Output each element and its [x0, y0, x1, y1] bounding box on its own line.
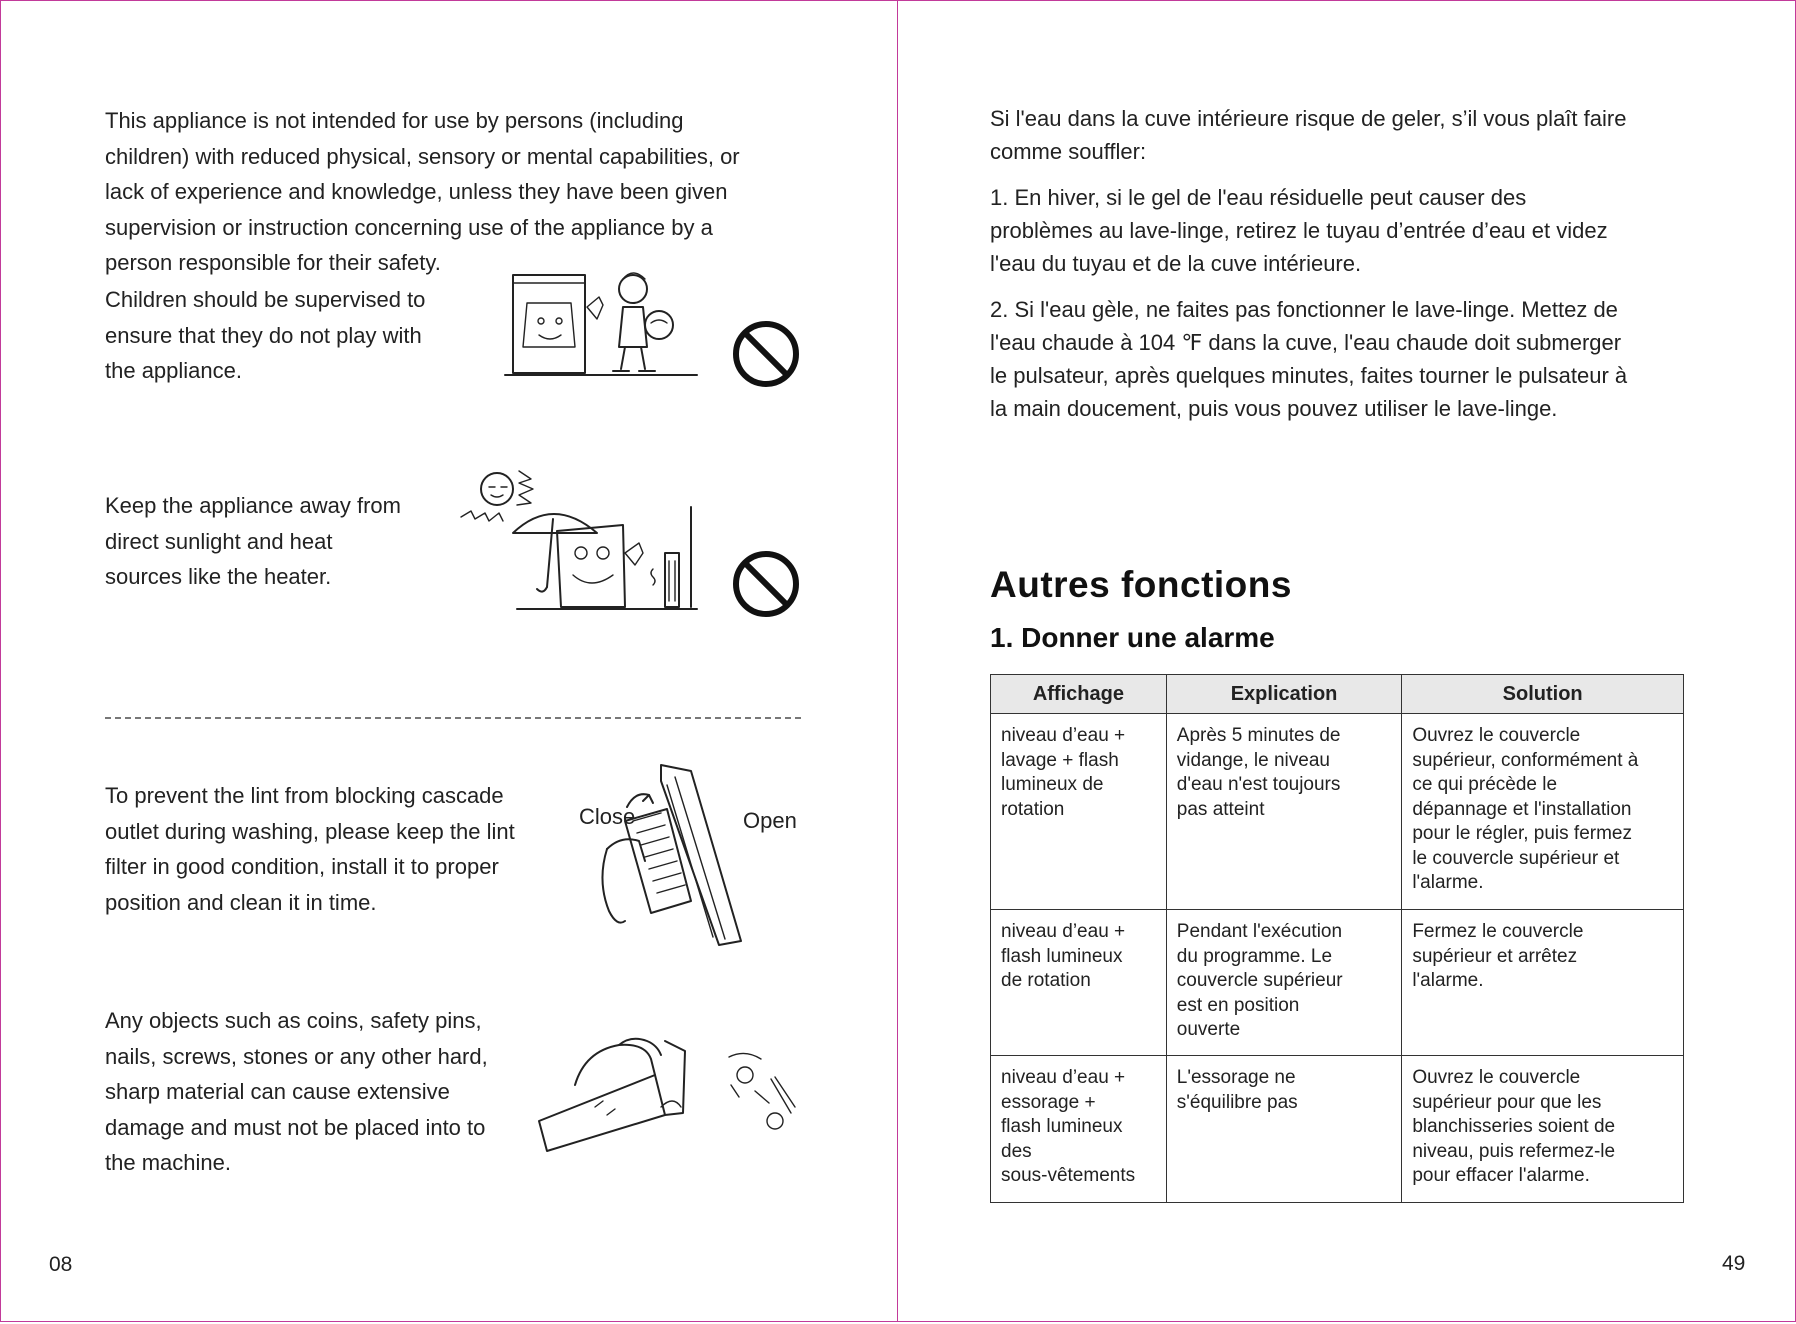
text-line: du programme. Le: [1176, 945, 1333, 967]
text-line: supérieur, conformément à: [1412, 749, 1639, 771]
left-page: [0, 0, 898, 1322]
text-line: lack of experience and knowledge, unless they have been given: [105, 179, 728, 204]
page-number-right: 49: [1722, 1252, 1746, 1275]
text-line: Si l'eau dans la cuve intérieure risque de geler, s’il vous plaît faire: [990, 106, 1627, 131]
text-line: Children should be supervised to: [105, 287, 426, 312]
paragraph-children-supervised: [105, 282, 425, 389]
text-line: To prevent the lint from blocking cascade: [105, 783, 504, 808]
text-line: niveau d’eau +: [1001, 921, 1126, 942]
text-line: supervision or instruction concerning use of the appliance by a: [105, 214, 713, 240]
text-line: lumineux de: [1001, 774, 1104, 795]
child-washer-illustration: [501, 267, 701, 381]
table-row: [991, 1056, 1684, 1203]
hand-pocket-illustration: [535, 1035, 803, 1155]
text-line: 2. Si l'eau gèle, ne faites pas fonctionner le lave-linge. Mettez de: [990, 297, 1618, 322]
text-line: couvercle supérieur: [1176, 970, 1343, 991]
text-line: blanchisseries soient de: [1412, 1116, 1616, 1137]
text-line: children) with reduced physical, sensory or mental capabilities, or: [105, 143, 740, 169]
text-line: niveau d’eau +: [1001, 725, 1126, 746]
text-line: problèmes au lave-linge, retirez le tuyau d’entrée d’eau et videz: [990, 218, 1608, 243]
table-cell: [991, 910, 1167, 1056]
paragraph-step-1: [990, 181, 1608, 280]
text-line: de rotation: [1001, 970, 1091, 991]
text-line: L'essorage ne: [1176, 1067, 1296, 1088]
text-line: damage and must not be placed into to: [105, 1114, 486, 1140]
text-line: ce qui précède le: [1412, 774, 1558, 795]
text-line: position and clean it in time.: [105, 889, 377, 915]
text-line: comme souffler:: [990, 139, 1147, 164]
text-line: direct sunlight and heat: [105, 528, 333, 554]
column-header: Explication: [1166, 675, 1402, 714]
text-line: pas atteint: [1176, 798, 1265, 820]
close-label: Close: [579, 804, 636, 829]
text-line: Pendant l'exécution: [1176, 921, 1343, 942]
text-line: d'eau n'est toujours: [1176, 774, 1341, 795]
table-cell: [1166, 1056, 1402, 1203]
text-line: pour le régler, puis fermez: [1412, 823, 1632, 844]
paragraph-reduced-capabilities: [105, 103, 740, 281]
table-cell: [991, 714, 1167, 910]
text-line: sous-vêtements: [1001, 1165, 1136, 1186]
text-line: rotation: [1001, 798, 1065, 820]
table-cell: [1402, 714, 1684, 910]
text-line: l'alarme.: [1412, 872, 1484, 893]
text-line: l'eau du tuyau et de la cuve intérieure.: [990, 251, 1362, 276]
text-line: Après 5 minutes de: [1176, 725, 1341, 746]
text-line: 1. En hiver, si le gel de l'eau résiduelle peut causer des: [990, 185, 1527, 210]
text-line: la main doucement, puis vous pouvez utiliser le lave-linge.: [990, 396, 1558, 421]
text-line: l'alarme.: [1412, 970, 1484, 991]
text-line: Ouvrez le couvercle: [1412, 1067, 1581, 1088]
paragraph-freezing-intro: [990, 102, 1626, 168]
section-divider: [105, 717, 801, 719]
text-line: Fermez le couvercle: [1412, 921, 1584, 942]
text-line: des: [1001, 1140, 1032, 1162]
text-line: s'équilibre pas: [1176, 1091, 1298, 1113]
text-line: ouverte: [1176, 1019, 1241, 1040]
lint-filter-illustration: [595, 761, 745, 947]
text-line: This appliance is not intended for use by persons (including: [105, 108, 684, 133]
text-line: l'eau chaude à 104 ℉ dans la cuve, l'eau chaude doit submerger: [990, 330, 1622, 355]
text-line: nails, screws, stones or any other hard,: [105, 1043, 488, 1069]
table-cell: [991, 1056, 1167, 1203]
text-line: niveau, puis refermez-le: [1412, 1140, 1616, 1162]
paragraph-lint-filter: [105, 778, 515, 920]
text-line: dépannage et l'installation: [1412, 798, 1632, 820]
prohibition-icon: [731, 319, 801, 389]
table-cell: [1402, 1056, 1684, 1203]
open-label: Open: [743, 808, 797, 833]
text-line: sources like the heater.: [105, 564, 332, 589]
text-line: filter in good condition, install it to proper: [105, 854, 499, 879]
text-line: supérieur pour que les: [1412, 1091, 1602, 1113]
column-header: Affichage: [991, 675, 1167, 714]
table-cell: [1402, 910, 1684, 1056]
text-line: ensure that they do not play with: [105, 322, 422, 348]
text-line: Ouvrez le couvercle: [1412, 725, 1581, 746]
paragraph-step-2: [990, 293, 1627, 425]
text-line: the machine.: [105, 1150, 231, 1175]
text-line: flash lumineux: [1001, 1116, 1123, 1137]
column-header: Solution: [1402, 675, 1684, 714]
text-line: pour effacer l'alarme.: [1412, 1165, 1590, 1186]
table-header-row: [991, 675, 1684, 714]
table-cell: [1166, 714, 1402, 910]
text-line: vidange, le niveau: [1176, 749, 1330, 771]
paragraph-foreign-objects: [105, 1003, 488, 1181]
alarm-table: [990, 674, 1684, 1203]
text-line: outlet during washing, please keep the lint: [105, 818, 515, 844]
text-line: supérieur et arrêtez: [1412, 945, 1578, 967]
sunlight-heater-illustration: [457, 467, 701, 613]
text-line: le couvercle supérieur et: [1412, 847, 1620, 869]
section-heading: Autres fonctions: [990, 564, 1292, 605]
text-line: person responsible for their safety.: [105, 250, 441, 275]
prohibition-icon: [731, 549, 801, 619]
page-number-left: 08: [49, 1253, 73, 1276]
text-line: le pulsateur, après quelques minutes, faites tourner le pulsateur à: [990, 363, 1628, 388]
paragraph-sunlight: [105, 488, 401, 595]
text-line: Keep the appliance away from: [105, 493, 401, 518]
table-row: [991, 910, 1684, 1056]
text-line: lavage + flash: [1001, 749, 1119, 771]
text-line: flash lumineux: [1001, 945, 1123, 967]
text-line: Any objects such as coins, safety pins,: [105, 1008, 482, 1033]
text-line: the appliance.: [105, 358, 242, 383]
text-line: sharp material can cause extensive: [105, 1079, 450, 1104]
text-line: niveau d’eau +: [1001, 1067, 1126, 1088]
text-line: essorage +: [1001, 1091, 1096, 1113]
text-line: est en position: [1176, 994, 1300, 1016]
table-cell: [1166, 910, 1402, 1056]
subsection-heading: 1. Donner une alarme: [990, 622, 1275, 653]
table-row: [991, 714, 1684, 910]
